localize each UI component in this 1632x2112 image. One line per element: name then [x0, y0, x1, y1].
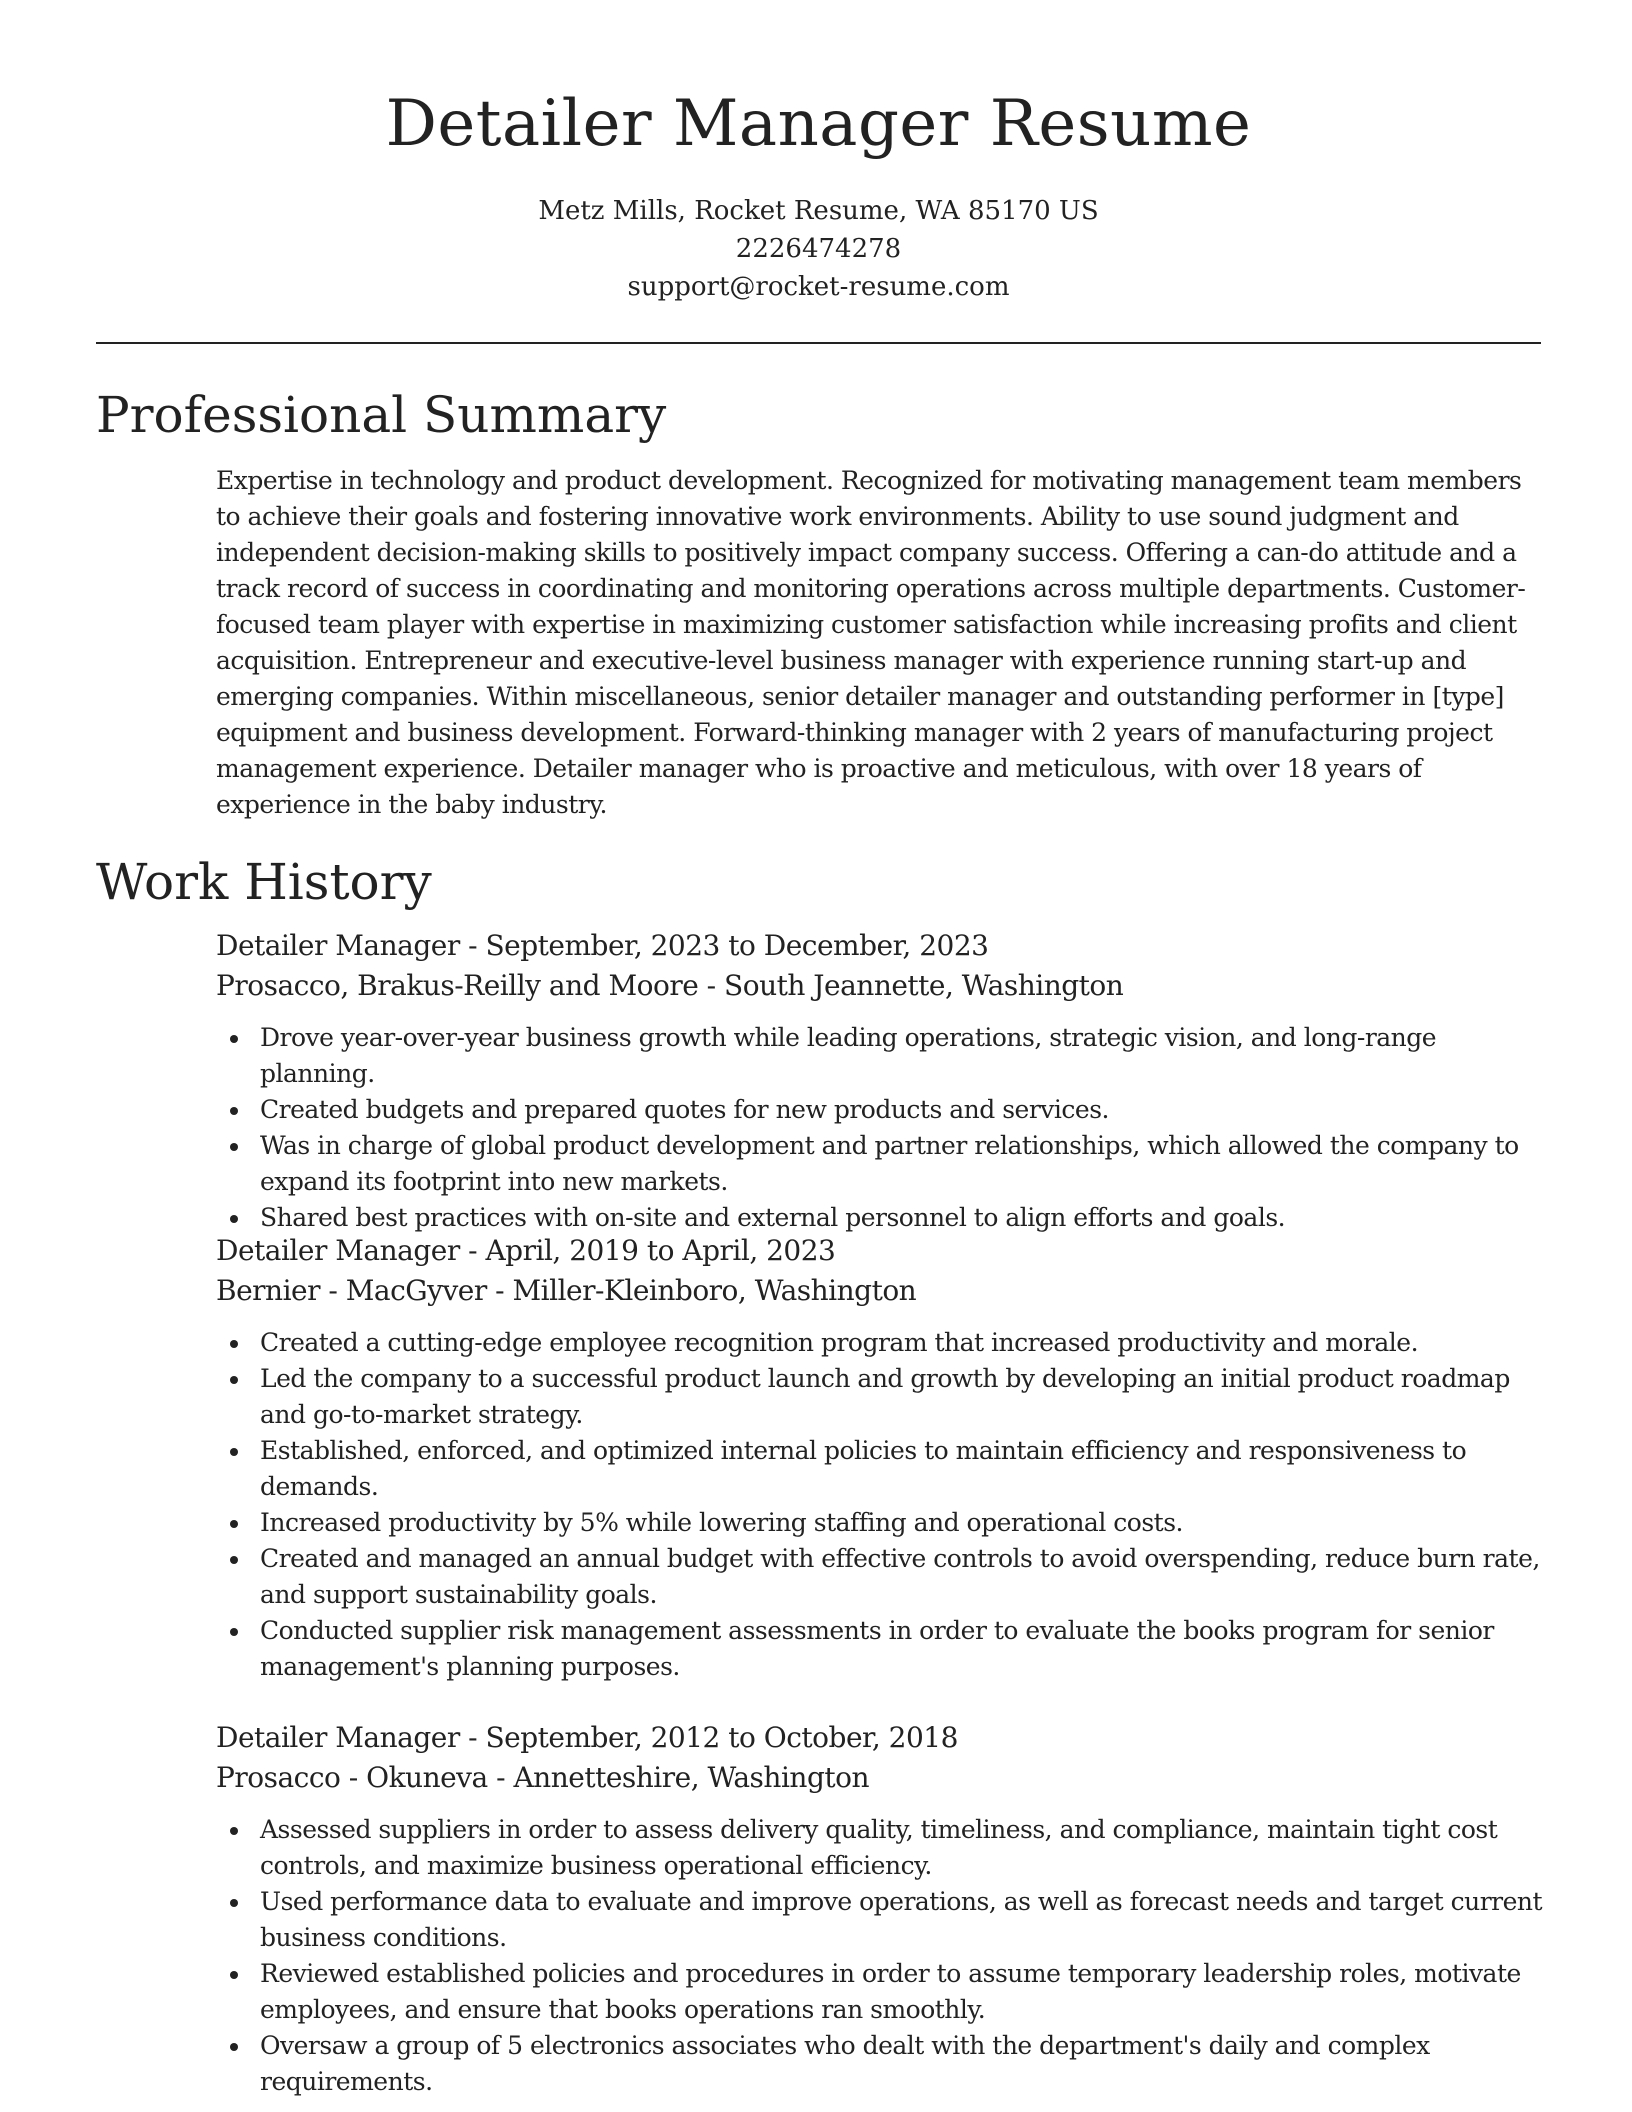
job-company: Bernier - MacGyver — [216, 1274, 487, 1307]
work-history-heading: Work History — [96, 853, 432, 911]
job-company-line — [216, 1758, 1546, 1798]
contact-block — [96, 192, 1541, 306]
contact-phone: 2226474278 — [735, 234, 902, 264]
job-title-line — [216, 926, 1546, 966]
resume-title: Detailer Manager Resume — [385, 87, 1252, 161]
job-bullet: Created a cutting-edge employee recognition program that increased productivity and morale. — [216, 1325, 1546, 1361]
job-entry — [216, 926, 1546, 1236]
job-bullet: Established, enforced, and optimized internal policies to maintain efficiency and responsiveness to demands. — [216, 1433, 1546, 1505]
job-company-line — [216, 1271, 1546, 1311]
job-dates: - September, 2012 to October, 2018 — [459, 1721, 958, 1754]
job-location: - Miller-Kleinboro, Washington — [486, 1274, 917, 1307]
resume-header — [96, 84, 1541, 164]
job-location: - Annetteshire, Washington — [487, 1761, 870, 1794]
job-bullet: Shared best practices with on-site and external personnel to align efforts and goals. — [216, 1200, 1546, 1236]
job-dates: - April, 2019 to April, 2023 — [459, 1234, 836, 1267]
job-bullet: Assessed suppliers in order to assess delivery quality, timeliness, and compliance, maintain tight cost controls, and maximize business operational efficiency. — [216, 1812, 1546, 1884]
job-bullet: Reviewed established policies and procedures in order to assume temporary leadership roles, motivate employees, and ensure that books operations ran smoothly. — [216, 1956, 1546, 2028]
job-bullets — [216, 1812, 1546, 2100]
job-dates: - September, 2023 to December, 2023 — [459, 929, 989, 962]
job-role: Detailer Manager — [216, 1234, 460, 1267]
job-bullet: Used performance data to evaluate and improve operations, as well as forecast needs and target current business conditions. — [216, 1884, 1546, 1956]
job-company: Prosacco - Okuneva — [216, 1761, 488, 1794]
job-title-line — [216, 1718, 1546, 1758]
job-bullet: Oversaw a group of 5 electronics associates who dealt with the department's daily and complex requirements. — [216, 2028, 1546, 2100]
job-bullet: Drove year-over-year business growth while leading operations, strategic vision, and long-range planning. — [216, 1020, 1546, 1092]
job-entry — [216, 1231, 1546, 1685]
summary-heading: Professional Summary — [96, 386, 667, 444]
job-bullets — [216, 1325, 1546, 1685]
job-company: Prosacco, Brakus-Reilly and Moore — [216, 969, 699, 1002]
job-bullets — [216, 1020, 1546, 1236]
contact-address: Metz Mills, Rocket Resume, WA 85170 US — [538, 196, 1099, 226]
header-divider — [96, 342, 1541, 344]
job-title-line — [216, 1231, 1546, 1271]
job-bullet: Led the company to a successful product launch and growth by developing an initial product roadmap and go-to-market strategy. — [216, 1361, 1546, 1433]
job-bullet: Created and managed an annual budget with effective controls to avoid overspending, reduce burn rate, and support sustainability goals. — [216, 1541, 1546, 1613]
job-bullet: Created budgets and prepared quotes for new products and services. — [216, 1092, 1546, 1128]
job-role: Detailer Manager — [216, 929, 460, 962]
job-company-line — [216, 966, 1546, 1006]
summary-text: Expertise in technology and product development. Recognized for motivating management team members to achieve their goals and fostering innovative work environments. Ability to use sound judgment and independent decision-making skills to positively impact company success. Offering a can-do attitude and a track record of success in coordinating and monitoring operations across multiple departments. Customer-focused team player with expertise in maximizing customer satisfaction while increasing profits and client acquisition. Entrepreneur and executive-level business manager with experience running start-up and emerging companies. Within miscellaneous, senior detailer manager and outstanding performer in [type] equipment and business development. Forward-thinking manager with 2 years of manufacturing project management experience. Detailer manager who is proactive and meticulous, with over 18 years of experience in the baby industry. — [216, 466, 1526, 819]
job-entry — [216, 1718, 1546, 2100]
job-location: - South Jeannette, Washington — [698, 969, 1124, 1002]
job-role: Detailer Manager — [216, 1721, 460, 1754]
job-bullet: Conducted supplier risk management assessments in order to evaluate the books program for senior management's planning purposes. — [216, 1613, 1546, 1685]
job-bullet: Increased productivity by 5% while lowering staffing and operational costs. — [216, 1505, 1546, 1541]
job-bullet: Was in charge of global product development and partner relationships, which allowed the company to expand its footprint into new markets. — [216, 1128, 1546, 1200]
contact-email: support@rocket-resume.com — [627, 272, 1010, 302]
